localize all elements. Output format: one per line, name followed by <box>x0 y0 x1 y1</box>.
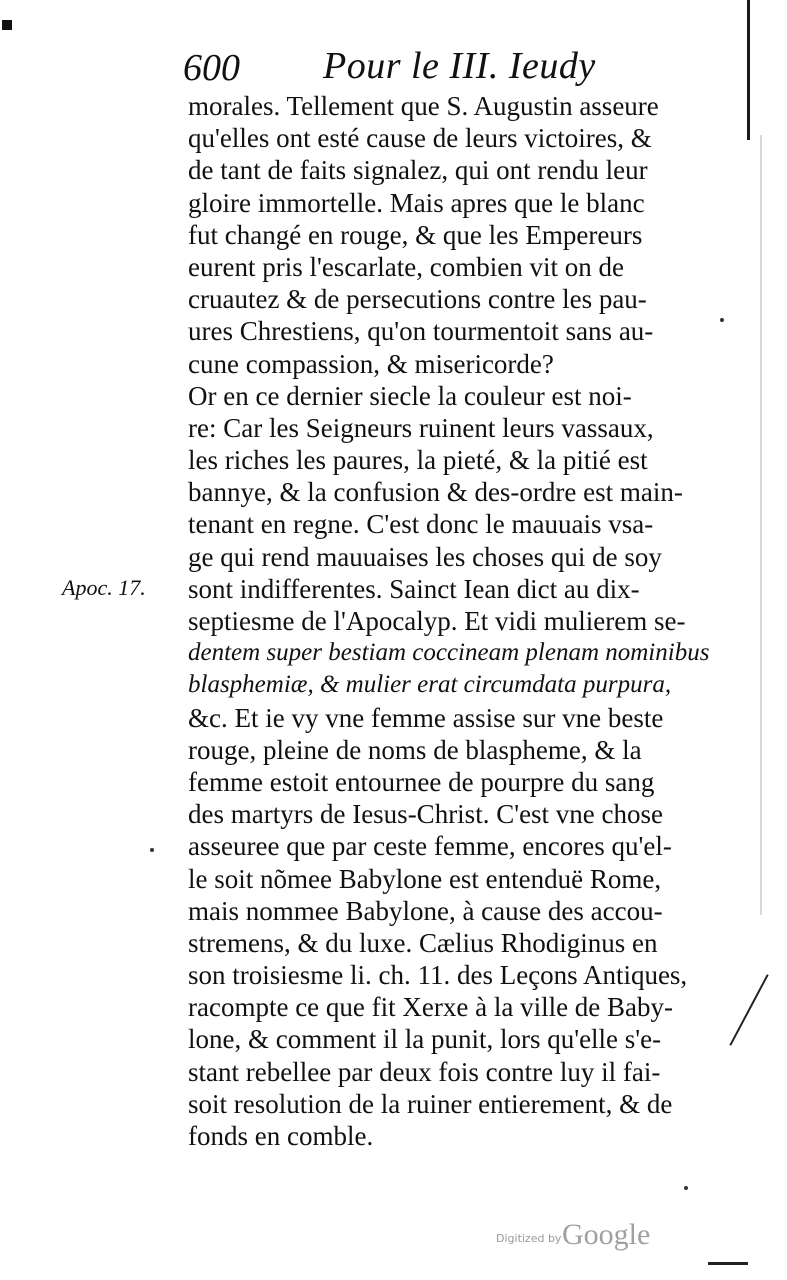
text-line: son troisiesme li. ch. 11. des Leçons Antiques, <box>188 960 688 991</box>
text-line: ures Chrestiens, qu'on tourmentoit sans au- <box>188 316 654 347</box>
text-line: racompte ce que fit Xerxe à la ville de Baby- <box>188 992 674 1023</box>
ink-slash-mark <box>729 974 768 1046</box>
text-line: asseuree que par ceste femme, encores qu'el- <box>188 831 672 862</box>
text-line: rouge, pleine de noms de blaspheme, & la <box>188 734 642 765</box>
text-line: stremens, & du luxe. Cælius Rhodiginus en <box>188 927 658 958</box>
text-line: stant rebellee par deux fois contre luy il fai- <box>188 1056 661 1087</box>
page-edge-shadow <box>760 135 762 915</box>
text-line: le soit nõmee Babylone est entenduë Rome, <box>188 863 662 894</box>
corner-ink-mark <box>2 20 12 30</box>
text-line: tenant en regne. C'est donc le mauuais vsa- <box>188 509 654 540</box>
text-line: morales. Tellement que S. Augustin asseure <box>188 91 659 121</box>
text-line: les riches les paures, la pieté, & la pitié est <box>188 445 648 476</box>
latin-quote-line: dentem super bestiam coccineam plenam nominibus <box>188 639 710 667</box>
bottom-ink-mark <box>708 1262 748 1265</box>
text-line: soit resolution de la ruiner entierement, & de <box>188 1088 673 1119</box>
page-number: 600 <box>183 47 240 89</box>
text-line: fonds en comble. <box>188 1121 374 1151</box>
text-line: fut changé en rouge, & que les Empereurs <box>188 219 643 250</box>
body-text <box>188 90 710 1152</box>
margin-note: Apoc. 17. <box>62 575 146 600</box>
watermark-brand-logo: Google <box>562 1218 651 1251</box>
watermark-prefix: Digitized by <box>496 1232 562 1245</box>
page-edge-line <box>747 0 750 140</box>
page-header <box>175 40 695 90</box>
text-line: cune compassion, & misericorde? <box>188 348 554 379</box>
text-line: bannye, & la confusion & des-ordre est main- <box>188 477 683 508</box>
text-line: ge qui rend mauuaises les choses qui de soy <box>188 541 662 572</box>
text-line: mais nommee Babylone, à cause des accou- <box>188 895 663 926</box>
text-line: septiesme de l'Apocalyp. Et vidi mulierem se- <box>188 606 686 636</box>
text-line: femme estoit entournee de pourpre du sang <box>188 766 655 797</box>
text-line: lone, & comment il la punit, lors qu'elle s'e- <box>188 1024 662 1055</box>
running-title: Pour le III. Ieudy <box>323 45 596 87</box>
text-line: &c. Et ie vy vne femme assise sur vne beste <box>188 702 664 733</box>
text-line: re: Car les Seigneurs ruinent leurs vassaux, <box>188 412 654 443</box>
stray-ink-dot <box>150 848 154 852</box>
latin-quote-line: blasphemiæ, & mulier erat circumdata purpura, <box>188 671 672 699</box>
text-line: sont indifferentes. Sainct Iean dict au dix- <box>188 573 640 604</box>
text-line: cruautez & de persecutions contre les pau- <box>188 284 647 315</box>
stray-ink-dot <box>684 1186 688 1190</box>
text-line: eurent pris l'escarlate, combien vit on de <box>188 251 624 282</box>
text-line: gloire immortelle. Mais apres que le blanc <box>188 187 645 218</box>
text-line: Or en ce dernier siecle la couleur est noi- <box>188 380 632 411</box>
text-line: des martyrs de Iesus-Christ. C'est vne chose <box>188 799 664 830</box>
text-line: de tant de faits signalez, qui ont rendu leur <box>188 155 648 186</box>
text-line: qu'elles ont esté cause de leurs victoires, & <box>188 123 652 154</box>
stray-ink-dot <box>720 318 724 322</box>
